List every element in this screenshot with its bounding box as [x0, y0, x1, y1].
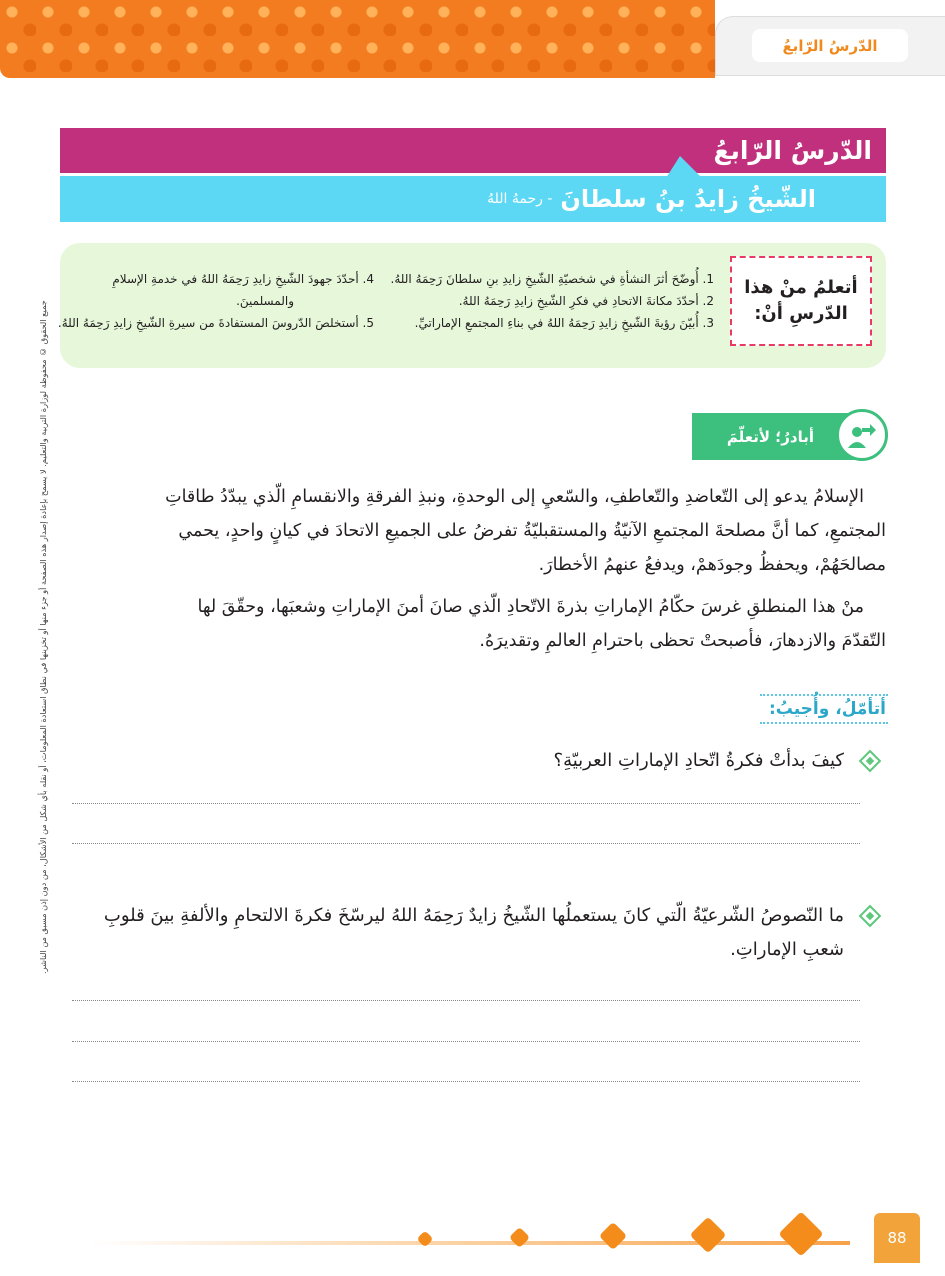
reflect-heading: أتأمّلُ، وأُجيبُ: [760, 694, 888, 724]
star-decoration-icon [778, 1211, 823, 1256]
lesson-name-bar [60, 176, 886, 222]
paragraph-line: المجتمعِ، كما أنَّ مصلحةَ المجتمعِ الآنيّةُ والمستقبليّةُ تفرضُ على الجميعِ الاتحادَ في كيانٍ واحدٍ، يحمي [178, 521, 886, 541]
header-lesson-tab: الدّرسُ الرّابعُ [752, 29, 908, 62]
objective-item: والمسلمينَ. [236, 294, 294, 308]
title-notch [666, 156, 702, 178]
objective-item: 4. أحدّدَ جهودَ الشّيخِ زايدِ رَحِمَهُ اللهُ في خدمةِ الإسلامِ [112, 272, 374, 286]
lesson-title-bar [60, 128, 886, 173]
paragraph-line: مصالحَهُمْ، ويحفظُ وجودَهمْ، ويدفعُ عنهمُ الأخطارَ. [538, 555, 886, 575]
objective-item: 3. أُبيّنَ رؤيةَ الشّيخِ زايدِ رَحِمَهُ اللهُ في بناءِ المجتمعِ الإماراتيِّ. [414, 316, 714, 330]
paragraph-line: الإسلامُ يدعو إلى التّعاضدِ والتّعاطفِ، والسّعيِ إلى الوحدةِ، ونبذِ الفرقةِ والانقسامِ الّذي يبدّدُ طاقاتِ [165, 487, 864, 507]
objective-item: 2. أحدّدَ مكانةَ الاتحادِ في فكرِ الشّيخِ زايدِ رَحِمَهُ اللهُ. [458, 294, 714, 308]
diamond-bullet-icon [859, 905, 882, 928]
paragraph-line: منْ هذا المنطلقِ غرسَ حكّامُ الإماراتِ بذرةَ الاتّحادِ الّذي صانَ أمنَ الإماراتِ وشعبَها، وحقّقَ لها [197, 597, 864, 617]
answer-line[interactable] [72, 1081, 860, 1082]
answer-line[interactable] [72, 1000, 860, 1001]
lesson-name: الشّيخُ زايدُ بنُ سلطانَ [560, 185, 816, 213]
lesson-name-suffix: - رحمهُ اللهُ [487, 191, 553, 207]
objective-item: 1. أُوضّحَ أثرَ النشأةِ في شخصيّةِ الشّيخِ زايدِ بنِ سلطانَ رَحِمَهُ اللهُ. [390, 272, 714, 286]
header-pattern-band [0, 0, 715, 78]
objective-item: 5. أستخلصَ الدّروسَ المستفادةَ من سيرةِ الشّيخِ زايدِ رَحِمَهُ اللهُ. [57, 316, 374, 330]
objectives-label: أتعلمُ منْ هذا الدّرسِ أنْ: [730, 256, 872, 346]
question-2 [60, 899, 886, 967]
lesson-title: الدّرسُ الرّابعُ [713, 136, 872, 165]
objectives-column-1 [390, 268, 714, 334]
diamond-bullet-icon [859, 750, 882, 773]
footer-line [90, 1241, 850, 1245]
page-number: 88 [874, 1213, 920, 1263]
question-text: كيفَ بدأتْ فكرةُ اتّحادِ الإماراتِ العربيّةِ؟ [553, 750, 844, 771]
paragraph [60, 480, 886, 582]
star-decoration-icon [599, 1222, 627, 1250]
section-title: أبادرُ؛ لأتعلّمَ [726, 427, 814, 446]
answer-line[interactable] [72, 803, 860, 804]
star-decoration-icon [690, 1217, 727, 1254]
question-text: شعبِ الإماراتِ. [730, 939, 844, 960]
question-1 [60, 744, 886, 778]
answer-line[interactable] [72, 843, 860, 844]
copyright-note: جميع الحقوق © محفوظة لوزارة التربية والتعليم. لا يسمح بإعادة إصدار هذه الصفحة أو جزء منها أو تخزينها في نطاق استعادة المعلومات، أو نقله بأي شكل من الأشكال، من دون إذن مسبق من الناشر. [38, 300, 48, 974]
answer-line[interactable] [72, 1041, 860, 1042]
paragraph-line: التّقدّمَ والازدهارَ، فأصبحتْ تحظى باحترامِ العالمِ وتقديرَهُ. [479, 631, 886, 651]
question-text: ما النّصوصُ الشّرعيّةُ الّتي كانَ يستعملُها الشّيخُ زايدٌ رَحِمَهُ اللهُ ليرسّخَ فكرةَ الالتحامِ والألفةِ بينَ قلوبِ [103, 905, 844, 926]
learner-icon [836, 409, 888, 461]
paragraph [60, 590, 886, 658]
objectives-column-2 [57, 268, 374, 334]
